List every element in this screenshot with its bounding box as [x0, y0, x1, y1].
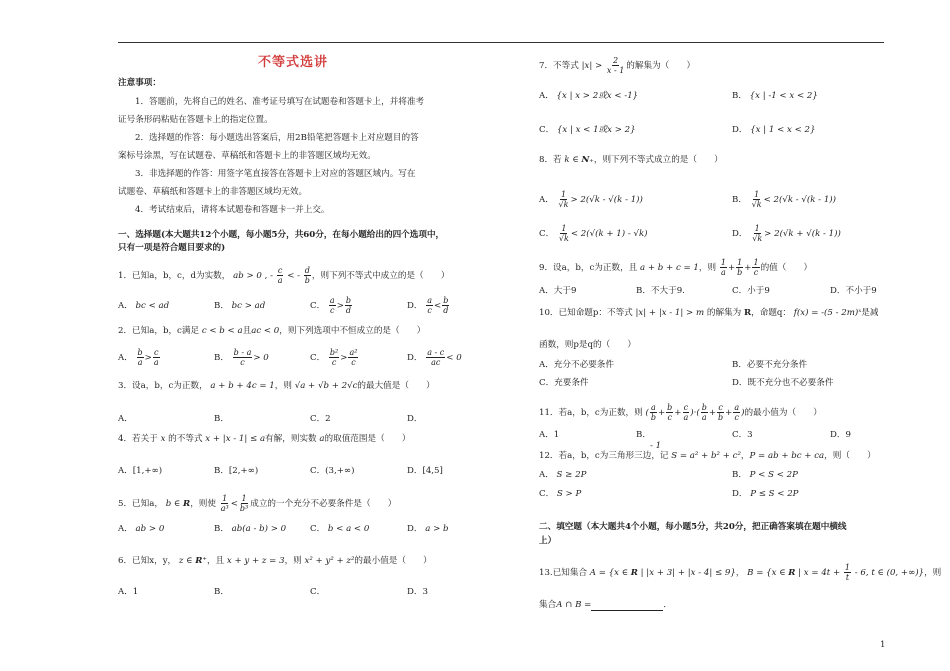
q3-option-a[interactable]: A．: [118, 414, 133, 424]
question-5: 5．已知a， b ∈ R，则使 $\frac{1}{\text{a³}}$ < $\frac{1}{\text{b³}}$ 成立的一个充分不必要条件是（ ）: [118, 494, 397, 513]
q4-option-c[interactable]: C．(3,+∞): [310, 466, 355, 476]
q8-option-c[interactable]: C． $\frac{1}{√k}$ < 2(√(k + 1) - √k): [539, 224, 648, 243]
q2-option-d[interactable]: D． $\frac{a - c}{ac}$ < 0: [407, 348, 462, 367]
q7-option-a[interactable]: A． {x | x > 2或x < -1}: [539, 91, 639, 101]
question-12: 12．若a，b，c为三角形三边，记 S = a² + b² + c²，P = ab + bc + ca，则（ ）: [539, 451, 876, 461]
page-title: 不等式选讲: [258, 55, 329, 70]
q5-option-b[interactable]: B． ab(a - b) > 0: [214, 524, 287, 534]
question-6: 6．已知x，y， z ∈ R⁺，且 x + y + z = 3，则 x² + y² + z²的最小值是（ ）: [118, 556, 432, 566]
q12-option-d[interactable]: D． P ≤ S < 2P: [732, 489, 799, 499]
q11-option-d[interactable]: D．9: [830, 430, 851, 440]
section1-heading-cont: 只有一项是符合题目要求的): [118, 243, 226, 253]
notice-line: 证号条形码粘贴在答题卡上的指定位置。: [118, 115, 273, 125]
question-13-cont: 集合A ∩ B = ．: [539, 600, 672, 610]
page-number: 1: [880, 640, 886, 650]
q1-option-d[interactable]: D． $\frac{a}{c}$ < $\frac{b}{d}$: [407, 296, 449, 315]
q5-option-a[interactable]: A． ab > 0: [118, 524, 165, 534]
formula: ab > 0: [233, 271, 262, 281]
q6-option-c[interactable]: C．: [310, 587, 326, 597]
section1-heading: 一、选择题(本大题共12个小题，每小题5分，共60分，在每小题给出的四个选项中，: [118, 230, 445, 240]
q3-option-b[interactable]: B．: [214, 414, 229, 424]
q7-option-b[interactable]: B． {x | -1 < x < 2}: [732, 91, 818, 101]
q6-option-a[interactable]: A．1: [118, 587, 139, 597]
q9-option-b[interactable]: B．不大于9.: [636, 286, 685, 296]
question-10-cont: 函数，则p是q的（ ）: [539, 340, 636, 350]
q10-option-a[interactable]: A．充分不必要条件: [539, 360, 614, 370]
question-3: 3．设a，b，c为正数， a + b + 4c = 1，则 √a + √b + 2√c的最大值是（ ）: [118, 381, 435, 391]
q12-option-c[interactable]: C． S > P: [539, 489, 582, 499]
q3-option-c[interactable]: C．2: [310, 414, 331, 424]
question-7: 7．不等式 |x| > $\frac{2}{x - 1}$ 的解集为（ ）: [539, 56, 696, 75]
section2-heading: 二、填空题（本大题共4个小题，每小题5分，共20分，把正确答案填在题中横线: [539, 522, 847, 532]
q5-option-d[interactable]: D． a > b: [407, 524, 449, 534]
q4-option-a[interactable]: A．[1,+∞): [118, 466, 163, 476]
notice-heading: 注意事项：: [118, 78, 161, 88]
q1-option-c[interactable]: C． $\frac{a}{c}$ > $\frac{b}{d}$: [310, 296, 352, 315]
q2-option-c[interactable]: C． $\frac{\text{b²}}{c}$ > $\frac{\text{a²}}{c}$: [310, 348, 358, 367]
notice-line: 3．非选择题的作答：用签字笔直接答在答题卡上对应的答题区域内。写在: [135, 169, 416, 179]
q6-option-d[interactable]: D．3: [407, 587, 428, 597]
q11-option-a[interactable]: A．1: [539, 430, 560, 440]
notice-line: 4．考试结束后，请将本试题卷和答题卡一并上交。: [135, 205, 330, 215]
q6-option-b[interactable]: B．: [214, 587, 229, 597]
question-1: 1．已知a，b，c，d为实数， ab > 0 , - $\frac{c}{a}$ < - $\frac{d}{b}$ ，则下列不等式中成立的是（ ）: [118, 266, 450, 285]
q5-option-c[interactable]: C． b < a < 0: [310, 524, 370, 534]
q8-option-d[interactable]: D． $\frac{1}{√k}$ > 2(√k + √(k - 1)): [732, 224, 841, 243]
notice-line: 2．选择题的作答：每小题选出答案后，用2B铅笔把答题卡上对应题目的答: [135, 133, 419, 143]
question-9: 9．设a，b，c为正数，且 a + b + c = 1，则 $\frac{1}{a}$ + $\frac{1}{b}$ + $\frac{1}{c}$ 的值（ ）: [539, 258, 813, 277]
answer-blank[interactable]: [591, 602, 663, 611]
question-4: 4．若关于 x 的不等式 x + |x - 1| ≤ a有解，则实数 a的取值范围是（ ）: [118, 434, 411, 444]
q12-option-b[interactable]: B． P < S < 2P: [732, 470, 798, 480]
notice-line: 1．答题前，先将自己的姓名、准考证号填写在试题卷和答题卡上，并将准考: [135, 97, 425, 107]
q8-option-a[interactable]: A． $\frac{1}{√k}$ > 2(√k - √(k - 1)): [539, 190, 643, 209]
q10-option-d[interactable]: D．既不充分也不必要条件: [732, 378, 834, 388]
q12-option-a[interactable]: A． S ≥ 2P: [539, 470, 587, 480]
q7-option-c[interactable]: C． {x | x < 1或x > 2}: [539, 125, 636, 135]
q4-option-d[interactable]: D．[4,5]: [407, 466, 443, 476]
q8-option-b[interactable]: B． $\frac{1}{√k}$ < 2(√k - √(k - 1)): [732, 190, 836, 209]
question-8: 8．若 k ∈ N₊，则下列不等式成立的是（ ）: [539, 155, 723, 165]
q1-option-a[interactable]: A． bc < ad: [118, 301, 170, 311]
q11-option-c[interactable]: C．3: [732, 430, 753, 440]
question-11: 11．若a，b，c为正数，则 ( $\frac{a}{b}$ + $\frac{b}{c}$ + $\frac{c}{a}$ )·( $\frac{b}{a}$ + $\frac{c}{b}$ + $\frac{a}{c}$ )的最小值为（ ）: [539, 403, 822, 422]
q9-option-d[interactable]: D．不小于9: [830, 286, 877, 296]
q11-option-b[interactable]: B． - 1: [636, 430, 662, 451]
question-13: 13.已知集合 A = {x ∈ R | |x + 3| + |x - 4| ≤ 9}， B = {x ∈ R | x = 4t + $\frac{1}{t}$ - 6, t ∈ (0, +∞)}，则: [539, 563, 942, 582]
formula: - $\frac{c}{a}$ < - $\frac{d}{b}$: [270, 266, 310, 285]
q2-option-a[interactable]: A． $\frac{b}{a}$ > $\frac{c}{a}$: [118, 348, 159, 367]
q2-option-b[interactable]: B． $\frac{b - a}{c}$ > 0: [214, 348, 269, 367]
header-rule: [118, 42, 884, 43]
q9-option-a[interactable]: A．大于9: [539, 286, 577, 296]
q3-option-d[interactable]: D．: [407, 414, 423, 424]
q9-option-c[interactable]: C．小于9: [732, 286, 770, 296]
question-2: 2．已知a，b，c满足 c < b < a且ac < 0，则下列选项中不恒成立的是（ ）: [118, 326, 426, 336]
q1-option-b[interactable]: B． bc > ad: [214, 301, 266, 311]
question-10: 10．已知命题p：不等式 |x| + |x - 1| > m 的解集为 R，命题q： f(x) = -(5 - 2m)ˣ是减: [539, 308, 879, 318]
notice-line: 案标号涂黑，写在试题卷、草稿纸和答题卡上的非答题区域均无效。: [118, 151, 376, 161]
q10-option-b[interactable]: B．必要不充分条件: [732, 360, 808, 370]
notice-line: 试题卷、草稿纸和答题卡上的非答题区域均无效。: [118, 187, 308, 197]
q10-option-c[interactable]: C．充要条件: [539, 378, 589, 388]
q7-option-d[interactable]: D． {x | 1 < x < 2}: [732, 125, 816, 135]
q4-option-b[interactable]: B．[2,+∞): [214, 466, 259, 476]
section2-heading-cont: 上）: [539, 536, 557, 546]
